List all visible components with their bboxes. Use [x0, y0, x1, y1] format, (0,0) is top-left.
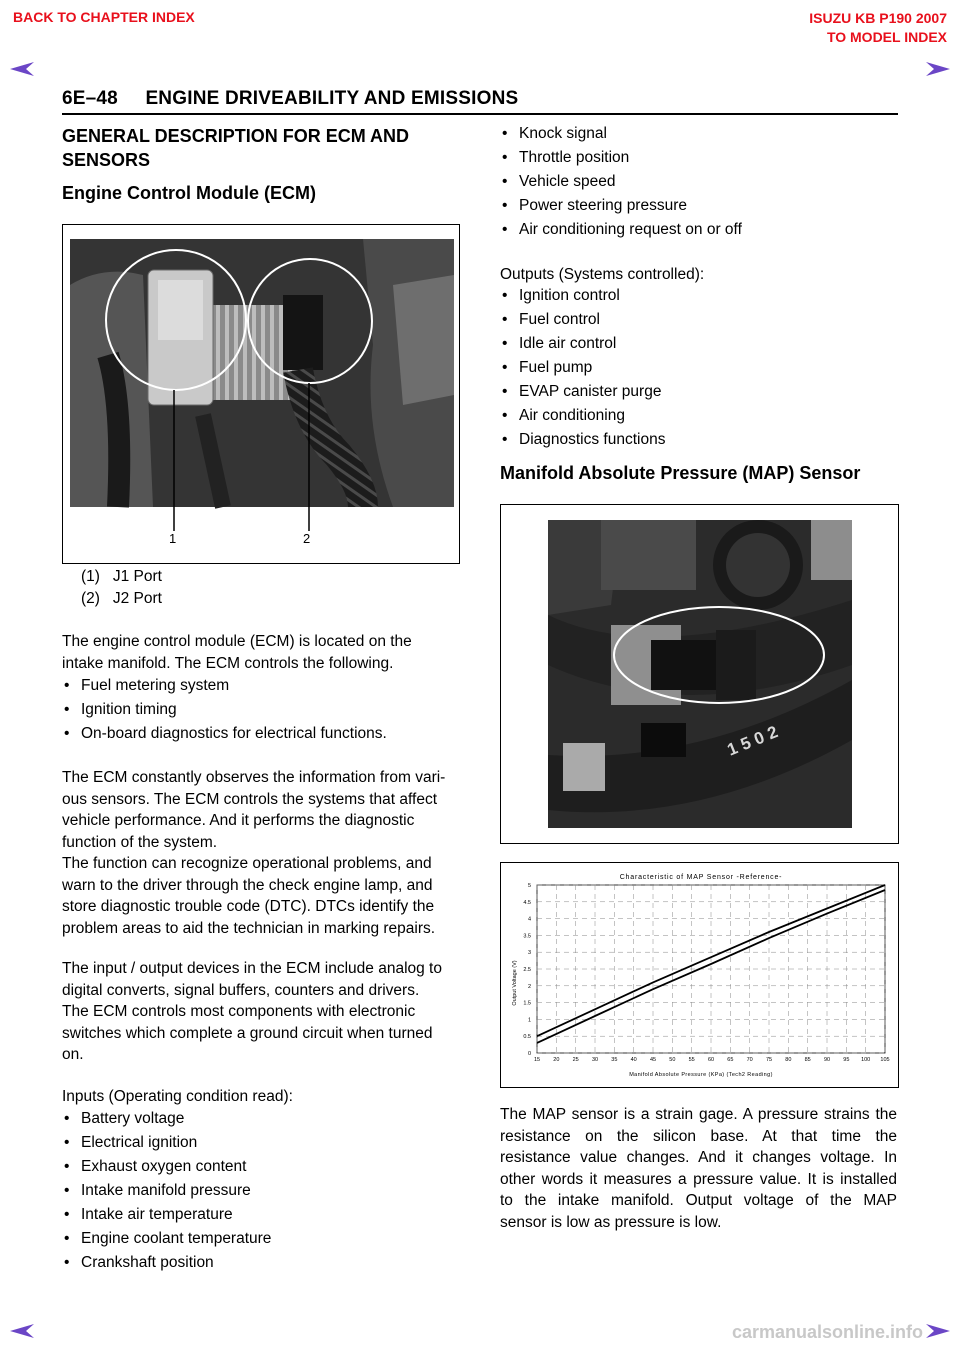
map-description-paragraph [500, 1104, 897, 1233]
text-line: warn to the driver through the check engine lamp, and [62, 876, 433, 894]
port-legend-item [81, 566, 162, 588]
chart-x-tick-label: 90 [823, 1057, 831, 1063]
list-item: • Diagnostics functions [500, 430, 665, 454]
chart-x-tick-label: 100 [861, 1057, 871, 1063]
ecm-intro-paragraph [62, 631, 412, 674]
chart-x-tick-label: 60 [707, 1057, 715, 1063]
list-item: • EVAP canister purge [500, 382, 665, 406]
outputs-list [500, 286, 665, 454]
text-line: The engine control module (ECM) is located on the [62, 633, 412, 650]
chart-x-tick-label: 30 [591, 1057, 599, 1063]
model-title-link[interactable]: ISUZU KB P190 2007 [809, 10, 947, 26]
model-nav [809, 9, 947, 47]
chart-title: Characteristic of MAP Sensor -Reference- [619, 874, 783, 881]
text-line: ous sensors. The ECM controls the systems that affect [62, 790, 438, 808]
chart-y-tick-label: 3.5 [523, 933, 531, 940]
list-item: • Vehicle speed [500, 172, 742, 196]
port-legend-item [81, 588, 162, 610]
text-line: other words it measures a pressure value. It is installed [500, 1170, 897, 1188]
chart-x-tick-label: 80 [785, 1057, 792, 1063]
main-heading-line1: GENERAL DESCRIPTION FOR ECM AND [62, 126, 410, 146]
chart-x-tick-label: 105 [880, 1057, 890, 1063]
chart-x-axis-label: Manifold Absolute Pressure (KPa) (Tech2 Reading) [629, 1072, 773, 1078]
list-item: • Fuel metering system [62, 676, 387, 700]
text-line: problem areas to aid the technician in marking repairs. [62, 919, 436, 937]
chart-y-tick-label: 1.5 [523, 1000, 531, 1007]
chart-x-tick-label: 40 [630, 1057, 637, 1063]
chart-y-tick-label: 2 [527, 983, 531, 990]
chart-x-tick-label: 25 [572, 1057, 579, 1063]
outputs-heading: Outputs (Systems controlled): [500, 266, 705, 283]
list-item: • Idle air control [500, 334, 665, 358]
chart-y-tick-label: 0 [527, 1051, 531, 1057]
chart-y-tick-label: 4.5 [523, 899, 531, 906]
inputs-list-continued [500, 124, 742, 244]
text-line: The input / output devices in the ECM include analog to [62, 960, 442, 977]
ecm-heading: Engine Control Module (ECM) [62, 183, 316, 203]
text-line: store diagnostic trouble code (DTC). DTCs identify the [62, 898, 435, 915]
inputs-list [62, 1109, 271, 1277]
list-item: • Engine coolant temperature [62, 1229, 271, 1253]
list-item: • Air conditioning request on or off [500, 220, 742, 244]
chart-x-tick-label: 70 [746, 1057, 753, 1063]
watermark: carmanualsonline.info [732, 1322, 924, 1342]
chart-y-tick-label: 4 [527, 916, 531, 923]
port-label: J1 Port [112, 568, 162, 585]
map-heading: Manifold Absolute Pressure (MAP) Sensor [500, 463, 861, 483]
hose-marking: 1502 [724, 720, 786, 760]
list-item: • Crankshaft position [62, 1253, 271, 1277]
previous-page-arrow-icon[interactable] [10, 1324, 34, 1338]
chart-x-tick-label: 85 [804, 1057, 811, 1063]
list-item: • Electrical ignition [62, 1133, 271, 1157]
list-item: • Air conditioning [500, 406, 665, 430]
text-line: resistance on the silicon base. At that time the [500, 1127, 897, 1145]
map-chart-svg [501, 863, 898, 1087]
inputs-heading: Inputs (Operating condition read): [62, 1088, 293, 1105]
chart-y-tick-label: 3 [527, 950, 531, 957]
map-sensor-photo [501, 505, 898, 843]
text-line: to the intake manifold. Output voltage of the MAP [500, 1192, 897, 1209]
text-line: vehicle performance. And it performs the diagnostic [62, 812, 415, 829]
list-item: • Power steering pressure [500, 196, 742, 220]
page-header [62, 88, 518, 110]
to-model-index-link[interactable]: TO MODEL INDEX [826, 29, 947, 45]
main-heading-line2: SENSORS [62, 150, 151, 170]
port-number: (1) [81, 568, 100, 585]
chart-x-tick-label: 20 [553, 1057, 560, 1063]
text-line: The ECM controls most components with electronic [62, 1003, 416, 1020]
port-legend [81, 566, 162, 609]
text-line: sensor is low as pressure is low. [500, 1213, 722, 1231]
text-line: The ECM constantly observes the information from vari- [62, 769, 446, 786]
chart-y-tick-label: 1 [527, 1017, 531, 1024]
chart-y-tick-label: 0.5 [523, 1034, 531, 1041]
chart-y-tick-label: 2.5 [523, 967, 531, 973]
ecm-figure [62, 224, 460, 564]
list-item: • Throttle position [500, 148, 742, 172]
text-line: resistance value changes. And it changes voltage. In [500, 1149, 897, 1166]
map-sensor-figure [500, 504, 899, 844]
list-item: • Fuel pump [500, 358, 665, 382]
text-line: The function can recognize operational problems, and [62, 855, 432, 872]
text-line: function of the system. [62, 833, 218, 851]
list-item: • Intake manifold pressure [62, 1181, 271, 1205]
port-label: J2 Port [112, 589, 162, 607]
ecm-photo [63, 225, 459, 563]
callout-2: 2 [303, 531, 311, 546]
text-line: switches which complete a ground circuit when turned [62, 1024, 433, 1042]
ecm-function-paragraph [62, 767, 445, 939]
text-line: on. [62, 1046, 84, 1063]
chart-x-tick-label: 95 [843, 1057, 850, 1063]
list-item: • Ignition timing [62, 700, 387, 724]
header-rule [62, 113, 898, 115]
chart-x-tick-label: 55 [688, 1057, 695, 1063]
ecm-controls-list [62, 676, 387, 748]
chart-x-tick-label: 35 [611, 1057, 618, 1063]
list-item: • Intake air temperature [62, 1205, 271, 1229]
list-item: • Ignition control [500, 286, 665, 310]
text-line: The MAP sensor is a strain gage. A pressure strains the [500, 1106, 897, 1123]
list-item: • Battery voltage [62, 1109, 271, 1133]
back-to-chapter-index-link[interactable]: BACK TO CHAPTER INDEX [13, 9, 195, 25]
chart-x-tick-label: 50 [669, 1057, 676, 1063]
port-number: (2) [81, 589, 100, 607]
callout-1: 1 [169, 531, 177, 546]
list-item: • Fuel control [500, 310, 665, 334]
chart-y-tick-label: 5 [527, 883, 531, 889]
ecm-io-paragraph [62, 958, 442, 1066]
text-line: digital converts, signal buffers, counters and drivers. [62, 981, 420, 999]
previous-page-arrow-icon[interactable] [10, 62, 34, 76]
next-page-arrow-icon[interactable] [926, 62, 950, 76]
list-item: • On-board diagnostics for electrical functions. [62, 724, 387, 748]
chart-x-tick-label: 75 [765, 1057, 773, 1063]
chart-x-tick-label: 45 [649, 1057, 657, 1063]
chart-grid [537, 885, 885, 1053]
chart-x-tick-label: 65 [727, 1057, 734, 1063]
page-code: 6E–48 [62, 88, 118, 109]
chart-x-tick-label: 15 [533, 1057, 541, 1063]
section-title: ENGINE DRIVEABILITY AND EMISSIONS [145, 88, 519, 109]
list-item: • Knock signal [500, 124, 742, 148]
chart-y-axis-label: Output Voltage (V) [512, 960, 518, 1006]
main-heading [62, 124, 409, 172]
map-characteristic-chart [500, 862, 899, 1088]
list-item: • Exhaust oxygen content [62, 1157, 271, 1181]
next-page-arrow-icon[interactable] [926, 1324, 950, 1338]
text-line: intake manifold. The ECM controls the following. [62, 654, 394, 672]
